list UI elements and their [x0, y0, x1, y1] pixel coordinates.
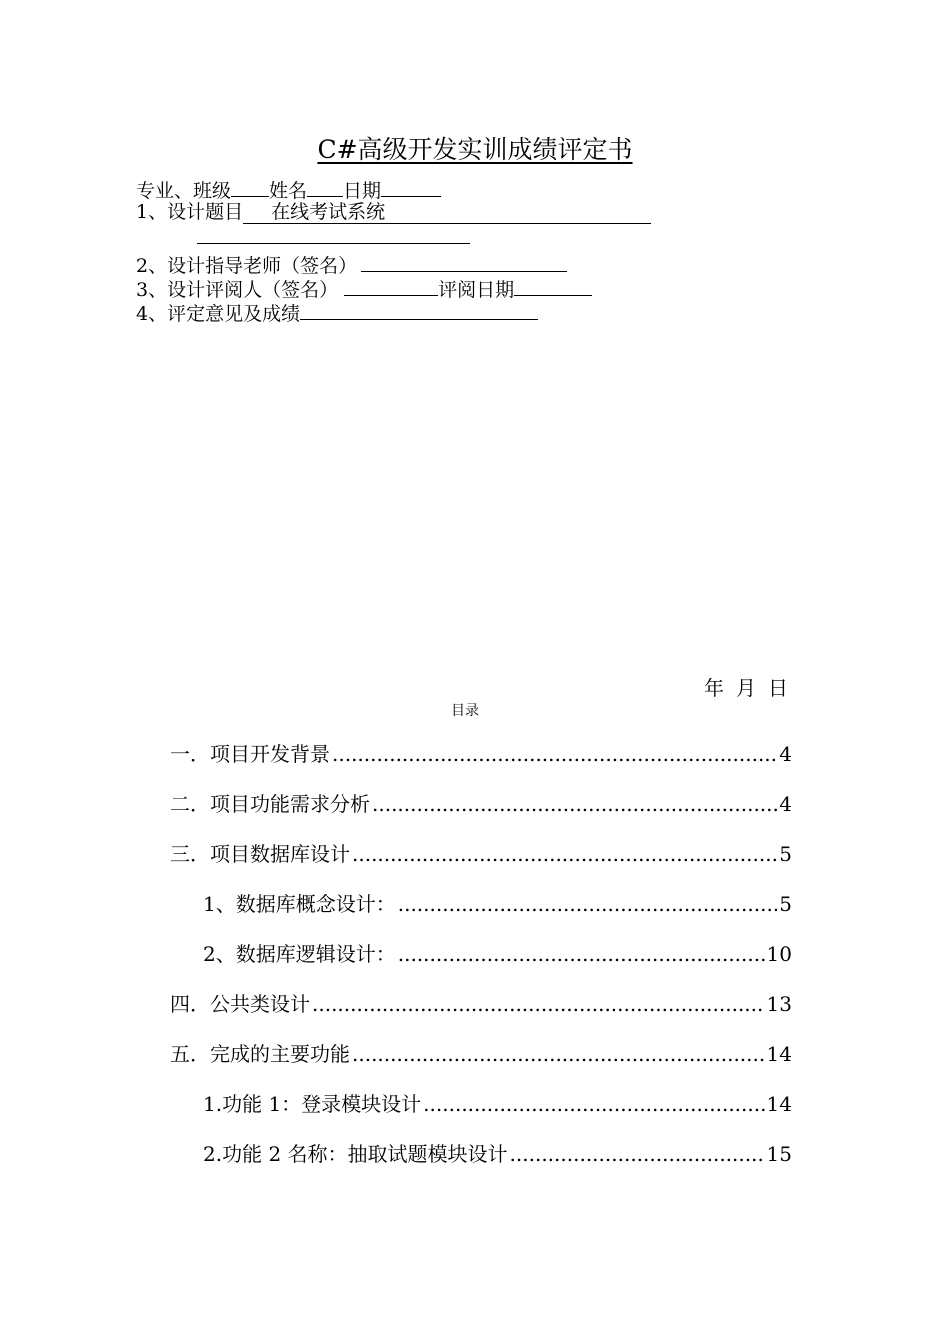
- toc-item[interactable]: [170, 1040, 792, 1068]
- toc-item-text: 二．项目功能需求分析: [170, 792, 370, 816]
- toc-item-text: 1.功能 1：登录模块设计: [203, 1092, 422, 1116]
- toc-leader-dots: [312, 990, 765, 1018]
- date-label: 日期: [343, 180, 382, 202]
- toc-item[interactable]: [170, 990, 792, 1018]
- toc-item-text: 一．项目开发背景: [170, 742, 330, 766]
- day-label: 日: [768, 676, 792, 700]
- toc-item-page: 4: [779, 742, 792, 766]
- evaluation-blank: [300, 298, 538, 320]
- toc-heading: 目录: [451, 703, 479, 719]
- toc-item-page: 14: [766, 1092, 792, 1116]
- toc-leader-dots: [398, 940, 765, 968]
- month-label: 月: [736, 676, 760, 700]
- design-topic-value: 在线考试系统: [243, 202, 651, 224]
- toc-item-page: 10: [766, 942, 792, 966]
- toc-leader-dots: [398, 890, 778, 918]
- toc-leader-dots: [352, 1040, 765, 1068]
- advisor-signature-blank: [361, 250, 567, 272]
- signature-date: [696, 672, 792, 701]
- toc-item[interactable]: [170, 840, 792, 868]
- toc-item-text: 五．完成的主要功能: [170, 1042, 350, 1066]
- major-class-blank: [231, 175, 269, 197]
- toc-item-text: 三．项目数据库设计: [170, 842, 350, 866]
- toc-item[interactable]: [170, 740, 792, 768]
- year-label: 年: [704, 676, 728, 700]
- name-label: 姓名: [269, 180, 308, 202]
- toc-leader-dots: [372, 790, 777, 818]
- toc-item-text: 2、数据库逻辑设计：: [203, 942, 396, 966]
- advisor-signature-label: 2、设计指导老师（签名）: [136, 255, 358, 277]
- toc-item-text: 1、数据库概念设计：: [203, 892, 396, 916]
- toc-item[interactable]: [203, 1140, 792, 1168]
- review-date-blank: [514, 274, 592, 296]
- toc-item-page: 15: [766, 1142, 792, 1166]
- reviewer-signature-blank: [344, 274, 438, 296]
- toc-item-text: 四．公共类设计: [170, 992, 310, 1016]
- review-date-label: 评阅日期: [438, 279, 515, 301]
- reviewer-signature-label: 3、设计评阅人（签名）: [136, 279, 339, 301]
- toc-leader-dots: [510, 1140, 765, 1168]
- design-topic-label: 1、设计题目: [136, 201, 244, 223]
- toc-leader-dots: [332, 740, 777, 768]
- toc-item-page: 13: [766, 992, 792, 1016]
- toc-item-text: 2.功能 2 名称：抽取试题模块设计: [203, 1142, 508, 1166]
- design-topic-row: [136, 200, 651, 225]
- evaluation-row: [136, 298, 538, 327]
- toc-leader-dots: [423, 1090, 764, 1118]
- toc-item[interactable]: [203, 890, 792, 918]
- toc-item-page: 4: [779, 792, 792, 816]
- toc-item[interactable]: [203, 1090, 792, 1118]
- toc-item-page: 5: [779, 892, 792, 916]
- toc-leader-dots: [352, 840, 777, 868]
- design-topic-blank-line: [197, 243, 470, 244]
- evaluation-label: 4、评定意见及成绩: [136, 303, 301, 325]
- toc-item[interactable]: [203, 940, 792, 968]
- document-title: C#高级开发实训成绩评定书: [317, 135, 633, 164]
- name-blank: [307, 175, 343, 197]
- date-blank: [381, 175, 441, 197]
- toc-item[interactable]: [170, 790, 792, 818]
- major-class-label: 专业、班级: [136, 180, 232, 202]
- toc-item-page: 5: [779, 842, 792, 866]
- toc-item-page: 14: [766, 1042, 792, 1066]
